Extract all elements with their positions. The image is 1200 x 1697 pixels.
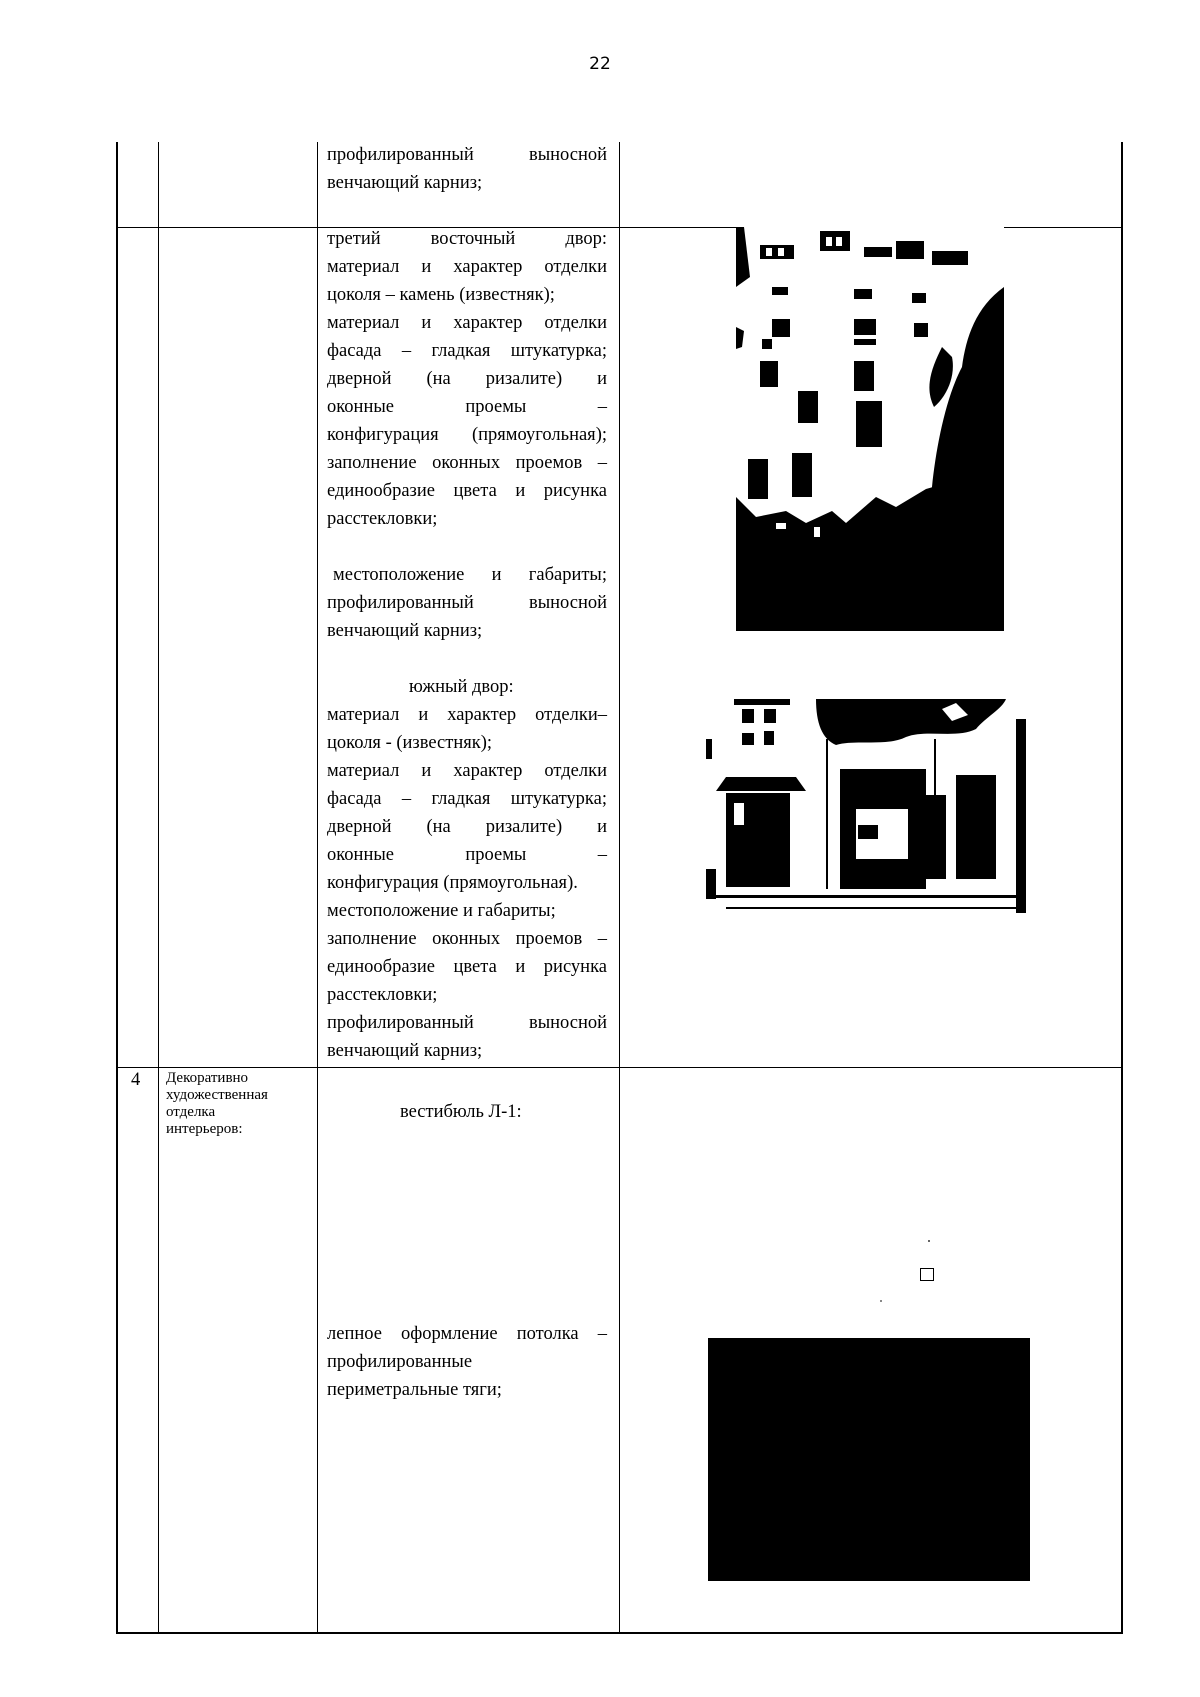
text-line: дверной (на ризалите) и [327,817,607,837]
text-line: материал и характер отделки [327,313,607,333]
text-line: цоколя – камень (известняк); [327,285,555,305]
table-border-left [116,142,118,1634]
south-courtyard-title: южный двор: [409,677,514,697]
text-line: материал и характер отделки [327,761,607,781]
square-marker-icon [920,1268,934,1281]
text-line: цоколя - (известняк); [327,733,493,753]
text-line: венчающий карниз; [327,621,483,641]
text-line: профилированные [327,1352,473,1372]
text-line: оконные проемы – [327,845,607,865]
text-line: профилированный выносной [327,593,607,613]
text-line: лепное оформление потолка – [327,1324,607,1344]
text-line: материал и характер отделки [327,257,607,277]
text-line: интерьеров: [166,1121,243,1137]
text-line: заполнение оконных проемов – [327,929,607,949]
text-line: отделка [166,1104,216,1120]
text-line: оконные проемы – [327,397,607,417]
text-line: профилированный выносной [327,1013,607,1033]
east-courtyard-photo [736,227,1004,631]
column-divider-2 [317,142,318,1634]
row-number: 4 [131,1070,141,1090]
text-line: периметральные тяги; [327,1380,502,1400]
text-line: единообразие цвета и рисунка [327,481,607,501]
vestibule-title: вестибюль Л-1: [400,1102,522,1122]
table-border-bottom [116,1632,1123,1634]
speck-dot [928,1240,930,1242]
column-divider-3 [619,142,620,1634]
text-line: расстекловки; [327,509,438,529]
speck-dot [880,1300,882,1302]
text-line: конфигурация (прямоугольная); [327,425,607,445]
east-courtyard-text-2 [327,561,607,645]
text-line: профилированный выносной [327,145,607,165]
text-line: дверной (на ризалите) и [327,369,607,389]
south-courtyard-text [327,701,607,1065]
prev-row-text [327,141,607,197]
text-line: венчающий карниз; [327,1041,483,1061]
column-divider-1 [158,142,159,1634]
ceiling-decor-text [327,1320,607,1404]
section-name [166,1070,311,1138]
text-line: фасада – гладкая штукатурка; [327,341,607,361]
text-line: фасада – гладкая штукатурка; [327,789,607,809]
text-line: художественная [166,1087,268,1103]
text-line: третий восточный двор: [327,229,607,249]
table-border-right [1121,142,1123,1634]
text-line: конфигурация (прямоугольная). [327,873,578,893]
east-courtyard-text [327,225,607,533]
text-line: расстекловки; [327,985,438,1005]
ceiling-photo [708,1338,1030,1581]
text-line: Декоративно [166,1070,249,1086]
text-line: венчающий карниз; [327,173,483,193]
text-line: заполнение оконных проемов – [327,453,607,473]
text-line: единообразие цвета и рисунка [327,957,607,977]
text-line: местоположение и габариты; [333,565,607,585]
text-line: местоположение и габариты; [327,901,556,921]
text-line: материал и характер отделки– [327,705,607,725]
row-divider-2 [116,1067,1123,1068]
south-courtyard-photo [706,699,1026,913]
page-number: 22 [589,54,611,74]
